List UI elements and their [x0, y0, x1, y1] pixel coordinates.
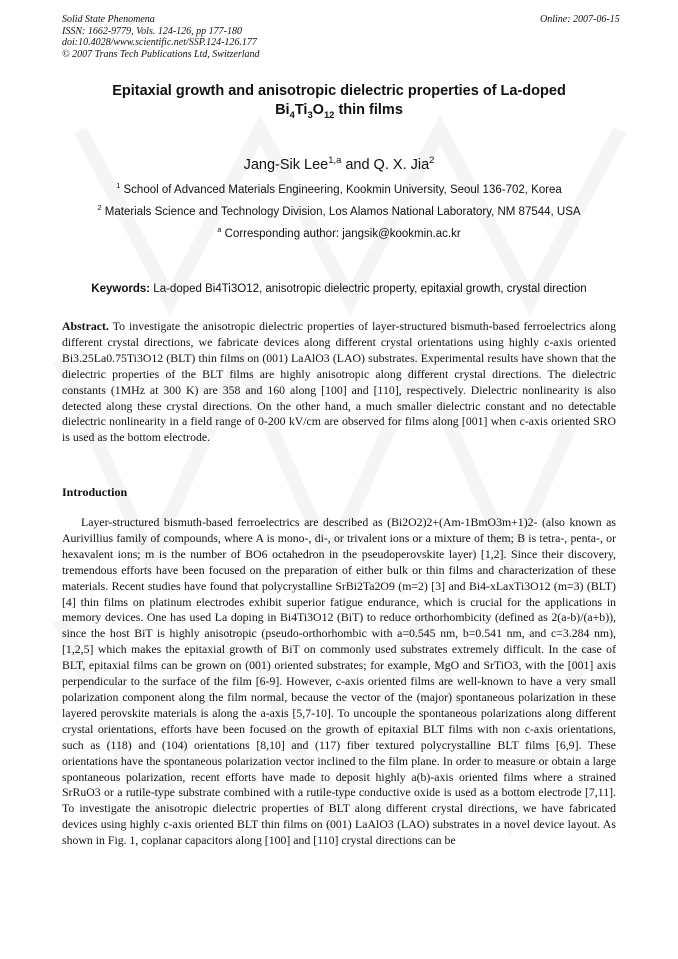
journal-doi: doi:10.4028/www.scientific.net/SSP.124-126.177: [62, 37, 257, 48]
keywords-text: La-doped Bi4Ti3O12, anisotropic dielectric property, epitaxial growth, crystal direction: [153, 283, 587, 295]
abstract-text: To investigate the anisotropic dielectric properties of layer-structured bismuth-based ferroelectrics along different crystal directions, we fabricate devices along different crystal orientations using highly c-axis oriented Bi3.25La0.75Ti3O12 (BLT) thin films on (001) LaAlO3 (LAO) substrates. Experimental results have shown that the dielectric properties of the BLT films are highly anisotropic along different crystal directions. The dielectric constants (1MHz at 300 K) are 358 and 160 along [100] and [110], respectively. Dielectric nonlinearity is also detected along these crystal directions. On the other hand, a much smaller dielectric constant and no detectable dielectric nonlinearity in a field range of 0-200 kV/cm are observed for films along [001] when c-axis oriented SRO is used as the bottom electrode.: [62, 319, 616, 445]
author-1: Jang-Sik Lee: [243, 157, 329, 173]
paper-title: [62, 82, 616, 120]
corresponding-author: $^a$ Corresponding author: jangsik@kookmin.ac.kr: [217, 225, 461, 240]
journal-header: [62, 14, 260, 60]
online-date: Online: 2007-06-15: [540, 14, 620, 25]
journal-copyright: © 2007 Trans Tech Publications Ltd, Switzerland: [62, 48, 260, 60]
keywords: [62, 283, 616, 295]
journal-issn: ISSN: 1662-9779, Vols. 124-126, pp 177-180: [62, 25, 242, 37]
introduction-heading: Introduction: [62, 485, 128, 499]
introduction-text: Layer-structured bismuth-based ferroelectrics are described as (Bi2O2)2+(Am-1BmO3m+1)2- (also known as Aurivillius family of compounds, where A is mono-, di-, or trivalent ions or a mixture of them; B is tetra-, penta-, or hexavalent ions; m is the number of BO6 octahedron in the pseudoperovskite layer) [1,2]. Since their discovery, tremendous efforts have been focused on the preparation of either bulk or thin films and characterization of these materials. Recent studies have found that polycrystalline SrBi2Ta2O9 (m=2) [3] and Bi4-xLaxTi3O12 (m=3) (BLT) [4] thin films on platinum electrodes exhibit superior fatigue endurance, which is crucial for the applications in memory devices. One has used La doping in Bi4Ti3O12 (BiT) to reduce orthorhombicity (defined as 2(a-b)/(a+b)), since the host BiT is highly anisotropic (pseudo-orthorhombic with a=0.545 nm, b=0.541 nm, and c=3.284 nm),[1,2,5] which makes the epitaxial growth of BiT on commonly used substrates extremely difficult. In the case of BLT, epitaxial films can be grown on (001) oriented substrates; for example, MgO and SrTiO3, with the [001] axis perpendicular to the surface of the film [6-9]. However, c-axis oriented films are well-known to have a very small polarization component along the film normal, because the vector of the (major) spontaneous polarization in these layered perovskite materials is along the a-axis [5,7-10]. To uncouple the spontaneous polarizations along different crystal orientations, efforts have been focused on the growth of epitaxial BLT films with non c-axis orientations, such as (118) and (104) orientations [8,10] and (117) fiber textured polycrystalline BLT films [6,9]. These orientations have the spontaneous polarization vector inclined to the film plane. In order to measure or obtain a large spontaneous polarization, recent efforts have made to deposit highly a(b)-axis oriented films where a strained SrRuO3 or a rutile-type substrate combined with a rutile-type conductive oxide is used as a bottom electrode [7,11]. To investigate the anisotropic dielectric properties of BLT along different crystal directions, we have fabricated devices using highly c-axis oriented BLT thin films on (001) LaAlO3 (LAO) substrates in a novel device layout. As shown in Fig. 1, coplanar capacitors along [100] and [110] crystal directions can be: [62, 515, 616, 848]
author-list: [62, 154, 616, 173]
title-line-2: $Bi_4Ti_3O_{12}$ thin films: [275, 102, 403, 120]
abstract: [62, 319, 616, 446]
affiliation-1: $^1$ School of Advanced Materials Engineering, Kookmin University, Seoul 136-702, Korea: [116, 181, 562, 196]
abstract-label: Abstract.: [62, 319, 109, 333]
keywords-label: Keywords:: [91, 283, 151, 295]
author-1-affiliation: 1,a: [328, 154, 342, 166]
journal-name: Solid State Phenomena: [62, 14, 155, 25]
author-2: and Q. X. Jia: [341, 157, 430, 173]
author-2-affiliation: 2: [429, 154, 435, 166]
title-line-1: Epitaxial growth and anisotropic dielectric properties of La-doped: [112, 83, 566, 99]
affiliation-2: $^2$ Materials Science and Technology Division, Los Alamos National Laboratory, NM 87544, USA: [97, 203, 581, 218]
